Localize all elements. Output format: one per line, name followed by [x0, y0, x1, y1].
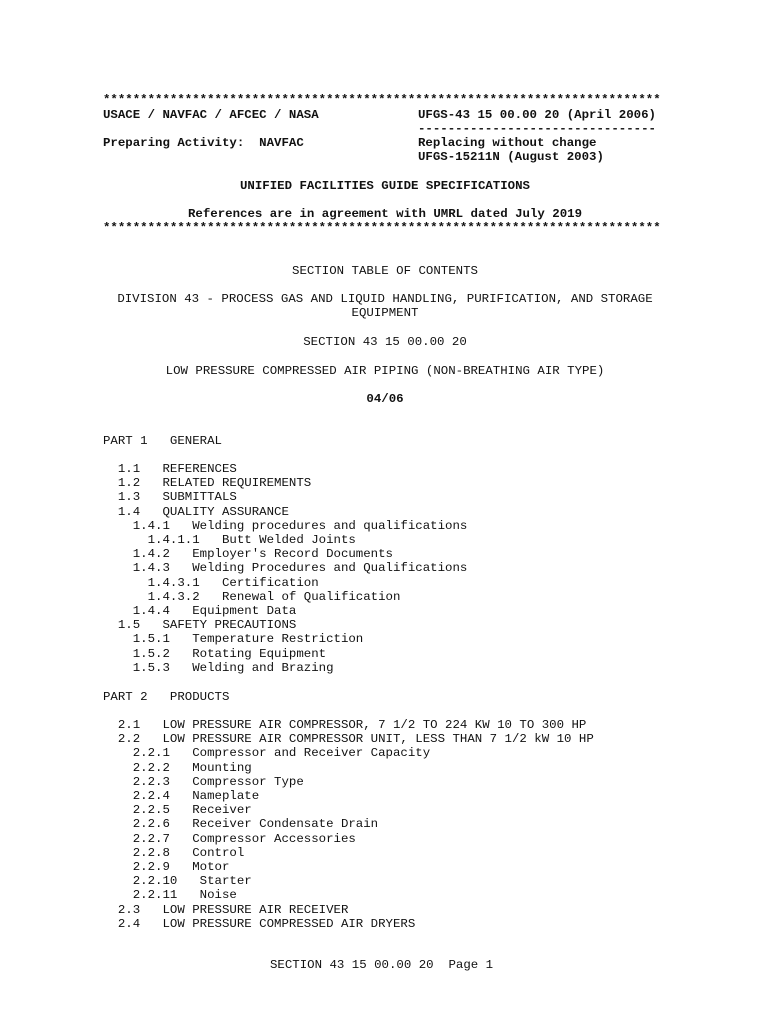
header-ufgs-number: UFGS-43 15 00.00 20 (April 2006)	[418, 108, 656, 122]
toc-division-line1: DIVISION 43 - PROCESS GAS AND LIQUID HANDLING, PURIFICATION, AND STORAGE	[117, 292, 653, 306]
toc-entry: 1.5.3 Welding and Brazing	[103, 660, 334, 675]
toc-section-title: LOW PRESSURE COMPRESSED AIR PIPING (NON-BREATHING AIR TYPE)	[165, 364, 605, 378]
toc-entry: 2.2.2 Mounting	[103, 760, 252, 775]
toc-entry: 2.2.11 Noise	[103, 888, 237, 903]
toc-entry: 2.4 LOW PRESSURE COMPRESSED AIR DRYERS	[103, 916, 416, 931]
page-footer: SECTION 43 15 00.00 20 Page 1	[270, 958, 494, 972]
toc-entry: 1.2 RELATED REQUIREMENTS	[103, 476, 312, 491]
toc-date: 04/06	[366, 392, 404, 406]
toc-entry: 1.5.1 Temperature Restriction	[103, 632, 364, 647]
toc-entry: 2.2.3 Compressor Type	[103, 774, 304, 789]
part1-title: PART 1 GENERAL	[103, 434, 222, 448]
header-preparing-activity: Preparing Activity: NAVFAC	[103, 136, 304, 150]
toc-entry: 2.2 LOW PRESSURE AIR COMPRESSOR UNIT, LESS THAN 7 1/2 kW 10 HP	[103, 732, 594, 747]
toc-entry: 1.4.2 Employer's Record Documents	[103, 547, 393, 562]
toc-entry: 1.5 SAFETY PRECAUTIONS	[103, 618, 297, 633]
header-replacing: Replacing without change	[418, 136, 597, 150]
header-stars-top: ***************************************************************************	[103, 93, 661, 107]
toc-entry: 2.2.5 Receiver	[103, 803, 252, 818]
header-replaced-spec: UFGS-15211N (August 2003)	[418, 150, 604, 164]
toc-entry: 2.2.10 Starter	[103, 874, 252, 889]
toc-entry: 2.2.6 Receiver Condensate Drain	[103, 817, 379, 832]
toc-heading: SECTION TABLE OF CONTENTS	[292, 264, 478, 278]
toc-entry: 1.5.2 Rotating Equipment	[103, 646, 327, 661]
header-guide-title: UNIFIED FACILITIES GUIDE SPECIFICATIONS	[240, 179, 530, 193]
toc-entry: 2.2.8 Control	[103, 845, 245, 860]
toc-entry: 2.2.9 Motor	[103, 860, 230, 874]
toc-entry: 1.4.3 Welding Procedures and Qualifications	[103, 561, 468, 576]
header-references-note: References are in agreement with UMRL dated July 2019	[187, 207, 583, 221]
toc-entry: 2.2.4 Nameplate	[103, 789, 260, 803]
toc-entry: 2.2.1 Compressor and Receiver Capacity	[103, 746, 431, 761]
toc-entry: 1.4.4 Equipment Data	[103, 604, 297, 618]
toc-entry: 1.4.3.2 Renewal of Qualification	[103, 589, 401, 604]
toc-section-number: SECTION 43 15 00.00 20	[303, 335, 467, 349]
toc-entry: 2.1 LOW PRESSURE AIR COMPRESSOR, 7 1/2 TO 224 KW 10 TO 300 HP	[103, 718, 587, 732]
toc-entry: 1.4.1.1 Butt Welded Joints	[103, 533, 356, 547]
part2-title: PART 2 PRODUCTS	[103, 690, 230, 704]
toc-entry: 2.3 LOW PRESSURE AIR RECEIVER	[103, 902, 349, 917]
toc-entry: 1.4.1 Welding procedures and qualifications	[103, 518, 468, 533]
header-dashes: --------------------------------	[418, 122, 656, 136]
toc-entry: 1.4.3.1 Certification	[103, 575, 319, 590]
toc-entry: 2.2.7 Compressor Accessories	[103, 831, 356, 846]
toc-entry: 1.4 QUALITY ASSURANCE	[103, 504, 289, 519]
header-stars-bottom: ***************************************************************************	[103, 221, 661, 235]
toc-entry: 1.1 REFERENCES	[103, 462, 237, 476]
header-agencies: USACE / NAVFAC / AFCEC / NASA	[103, 108, 319, 122]
toc-entry: 1.3 SUBMITTALS	[103, 490, 237, 505]
toc-division-line2: EQUIPMENT	[351, 306, 419, 320]
